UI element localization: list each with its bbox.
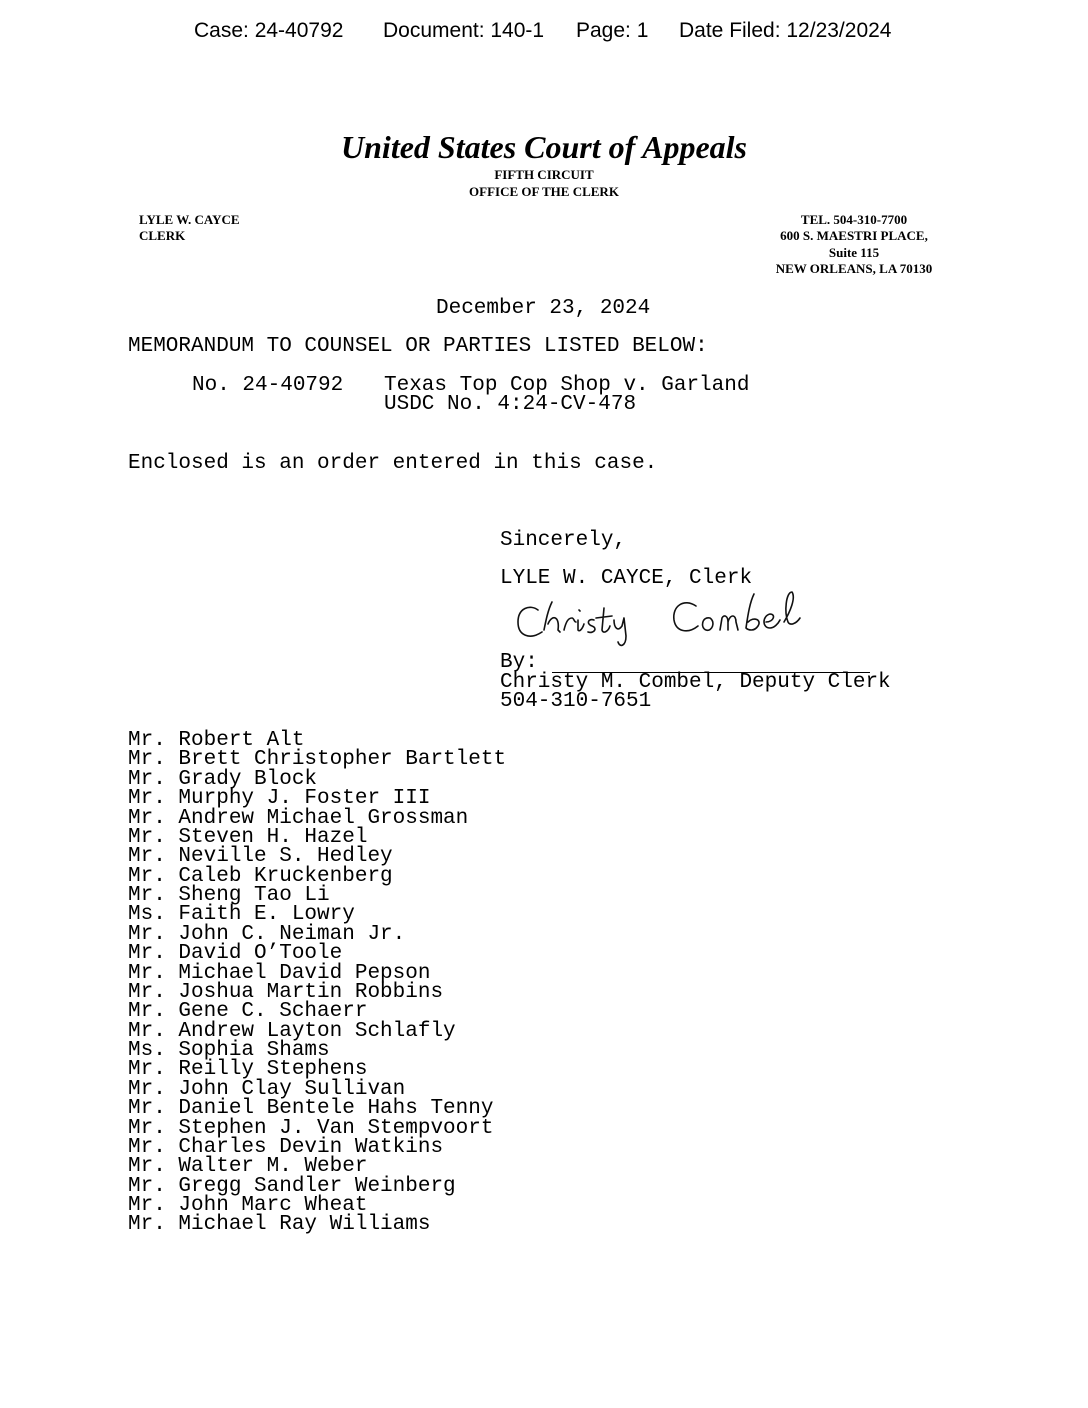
recipient-item: Mr. Michael Ray Williams <box>128 1213 431 1237</box>
date-filed: Date Filed: 12/23/2024 <box>679 19 892 42</box>
recipient-item: Mr. Stephen J. Van Stempvoort <box>128 1116 494 1140</box>
recipient-list <box>128 731 506 1235</box>
recipient-item: Mr. Andrew Layton Schlafly <box>128 1019 456 1043</box>
recipient-item: Mr. Daniel Bentele Hahs Tenny <box>128 1097 494 1121</box>
recipient-item: Mr. Murphy J. Foster III <box>128 787 431 811</box>
deputy-clerk: Christy M. Combel, Deputy Clerk <box>500 671 891 694</box>
recipient-item: Mr. Robert Alt <box>128 729 305 752</box>
recipient-item: Mr. Brett Christopher Bartlett <box>128 748 507 772</box>
recipient-item: Mr. Michael David Pepson <box>128 961 431 985</box>
recipient-item: Mr. John Clay Sullivan <box>128 1077 406 1101</box>
recipient-item: Mr. Andrew Michael Grossman <box>128 806 469 830</box>
memo-body: Enclosed is an order entered in this case. <box>128 452 658 475</box>
document-number: Document: 140-1 <box>383 19 545 42</box>
closing: Sincerely, <box>500 529 627 552</box>
recipient-item: Ms. Faith E. Lowry <box>128 903 355 927</box>
clerk-title: CLERK <box>139 228 186 243</box>
recipient-item: Mr. Neville S. Hedley <box>128 845 393 869</box>
court-name: United States Court of Appeals <box>341 129 747 165</box>
recipient-item: Mr. Gene C. Schaerr <box>128 1000 368 1024</box>
page-number: Page: 1 <box>576 19 649 42</box>
by-label: By: <box>500 651 538 674</box>
handwritten-signature <box>508 584 838 654</box>
recipient-item: Mr. John Marc Wheat <box>128 1194 368 1217</box>
clerk-telephone: TEL. 504-310-7700 <box>800 212 908 227</box>
office-name: OFFICE OF THE CLERK <box>469 184 619 199</box>
recipient-item: Ms. Sophia Shams <box>128 1039 330 1062</box>
usdc-number: USDC No. 4:24-CV-478 <box>384 393 637 416</box>
address-line-3: NEW ORLEANS, LA 70130 <box>775 261 933 276</box>
recipient-item: Mr. Steven H. Hazel <box>128 825 368 849</box>
circuit-name: FIFTH CIRCUIT <box>494 167 594 182</box>
recipient-item: Mr. Reilly Stephens <box>128 1058 368 1082</box>
address-line-1: 600 S. MAESTRI PLACE, <box>780 228 928 243</box>
address-line-2: Suite 115 <box>828 245 880 260</box>
deputy-phone: 504-310-7651 <box>500 690 652 713</box>
recipient-item: Mr. Grady Block <box>128 767 318 791</box>
case-number: Case: 24-40792 <box>194 19 344 42</box>
signer: LYLE W. CAYCE, Clerk <box>500 567 753 590</box>
recipient-item: Mr. Walter M. Weber <box>128 1155 368 1179</box>
recipient-item: Mr. Charles Devin Watkins <box>128 1135 444 1159</box>
recipient-item: Mr. Sheng Tao Li <box>128 884 330 907</box>
recipient-item: Mr. David O’Toole <box>128 942 343 966</box>
memo-date: December 23, 2024 <box>436 297 651 320</box>
clerk-name: LYLE W. CAYCE <box>139 212 240 227</box>
memo-heading: MEMORANDUM TO COUNSEL OR PARTIES LISTED BELOW: <box>128 335 708 358</box>
recipient-item: Mr. Caleb Kruckenberg <box>128 864 393 888</box>
recipient-item: Mr. John C. Neiman Jr. <box>128 922 406 946</box>
case-docket-number: No. 24-40792 <box>192 374 344 397</box>
recipient-item: Mr. Gregg Sandler Weinberg <box>128 1174 456 1198</box>
recipient-item: Mr. Joshua Martin Robbins <box>128 980 444 1004</box>
case-title: Texas Top Cop Shop v. Garland <box>384 374 750 397</box>
